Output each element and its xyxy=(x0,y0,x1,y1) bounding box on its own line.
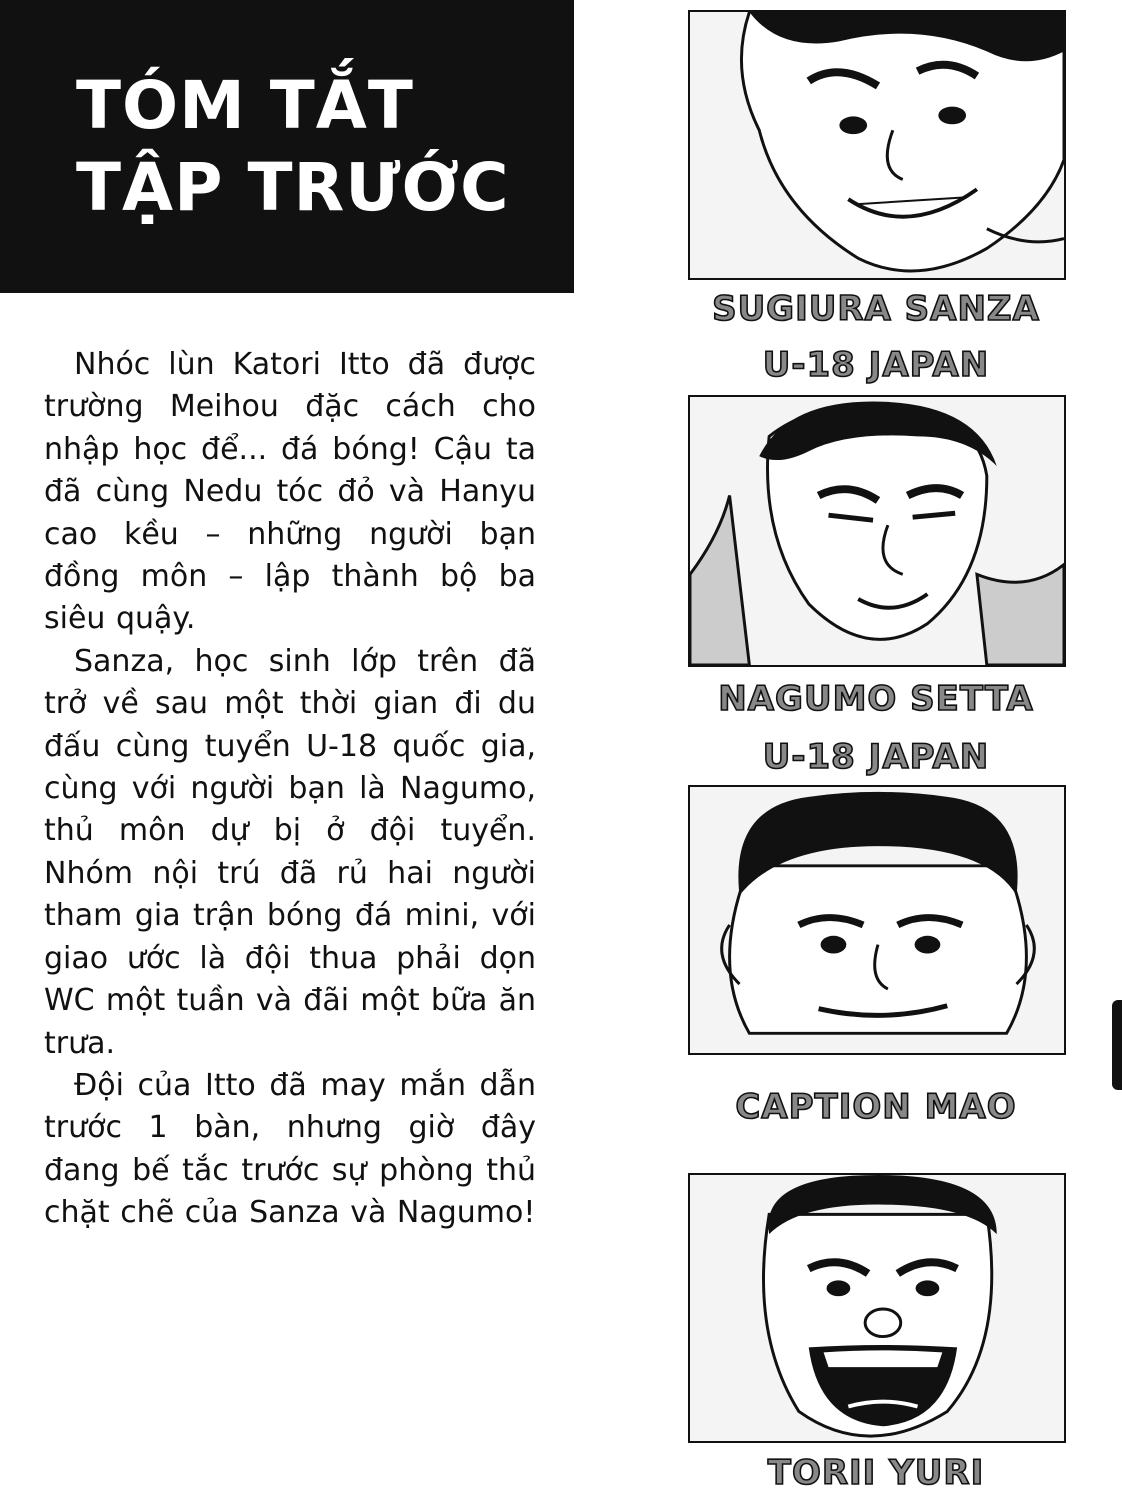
sanza-team-label: U-18 JAPAN xyxy=(762,345,990,385)
summary-paragraph-2: Sanza, học sinh lớp trên đã trở về sau một thời gian đi du đấu cùng tuyển U-18 quốc gia, cùng với người bạn là Nagumo, thủ môn dự bị ở đội tuyển. Nhóm nội trú đã rủ hai người tham gia trận bóng đá mini, với giao ước là đội thua phải dọn WC một tuần và đãi một bữa ăn trưa. xyxy=(44,643,536,1061)
nagumo-name-label: NAGUMO SETTA xyxy=(718,679,1034,719)
summary-text xyxy=(44,344,536,1235)
title-line-2: TẬP TRƯỚC xyxy=(76,148,510,226)
sanza-portrait-icon xyxy=(688,10,1066,280)
mao-portrait-icon xyxy=(688,785,1066,1055)
title-banner xyxy=(0,0,574,293)
yuri-portrait-icon xyxy=(688,1173,1066,1443)
sanza-name-label: SUGIURA SANZA xyxy=(712,289,1040,329)
mao-name-label: CAPTION MAO xyxy=(735,1087,1017,1127)
nagumo-team-label: U-18 JAPAN xyxy=(762,737,990,777)
yuri-name-label: TORII YURI xyxy=(767,1453,985,1493)
summary-paragraph-3: Đội của Itto đã may mắn dẫn trước 1 bàn, nhưng giờ đây đang bế tắc trước sự phòng thủ chặt chẽ của Sanza và Nagumo! xyxy=(44,1067,536,1231)
title-line-1: TÓM TẮT xyxy=(76,66,414,144)
page-edge-mark xyxy=(1112,1000,1122,1090)
summary-paragraph-1: Nhóc lùn Katori Itto đã được trường Meihou đặc cách cho nhập học để... đá bóng! Cậu ta đã cùng Nedu tóc đỏ và Hanyu cao kều – những người bạn đồng môn – lập thành bộ ba siêu quậy. xyxy=(44,347,536,637)
nagumo-portrait-icon xyxy=(688,395,1066,667)
